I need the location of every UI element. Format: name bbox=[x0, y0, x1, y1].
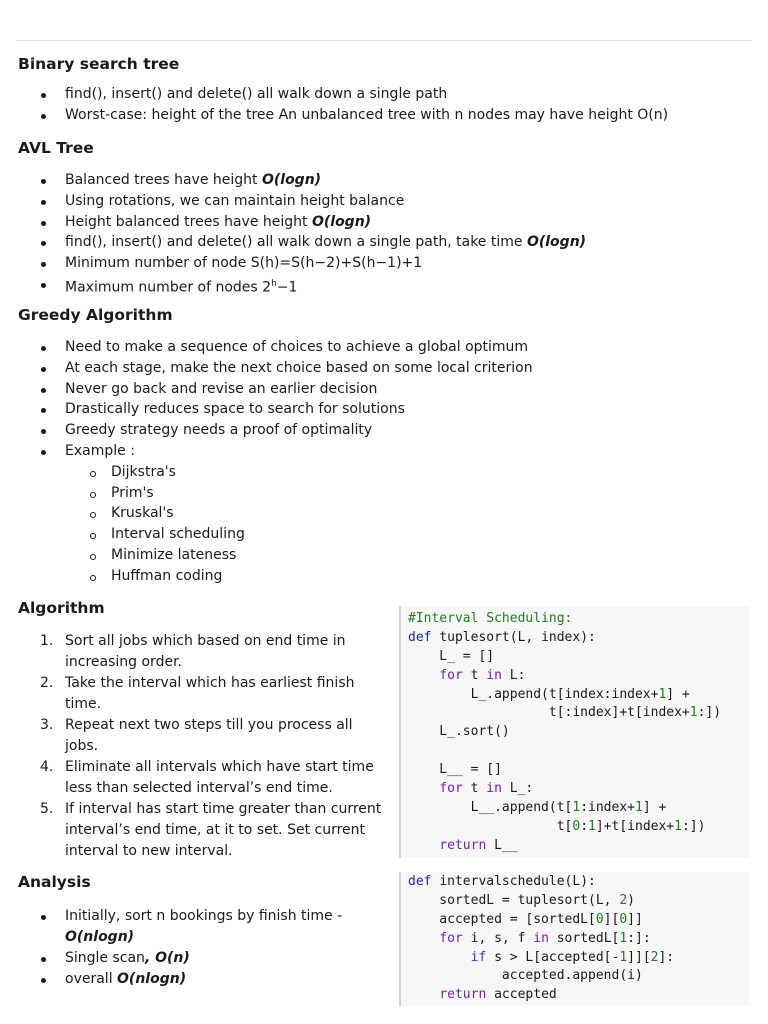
complexity: , O(n) bbox=[144, 950, 190, 966]
heading-binary-search-tree: Binary search tree bbox=[18, 55, 180, 73]
item-text: find(), insert() and delete() all walk down a single path, take time bbox=[65, 234, 527, 251]
list-item: At each stage, make the next choice based on some local criterion bbox=[0, 358, 533, 379]
greedy-list bbox=[0, 337, 533, 587]
list-item bbox=[0, 253, 586, 274]
code-line: for t in L_: bbox=[439, 781, 534, 797]
list-item bbox=[0, 906, 365, 948]
step-item: 3. Repeat next two steps till you process all jobs. bbox=[40, 717, 353, 754]
code-line: for i, s, f in sortedL[1:]: bbox=[439, 930, 651, 946]
step-text: Sort all jobs which based on end time in increasing order. bbox=[65, 633, 346, 670]
heading-analysis: Analysis bbox=[18, 873, 91, 891]
item-text: Balanced trees have height bbox=[65, 172, 262, 188]
code-line: L__.append(t[1:index+1] + bbox=[408, 799, 667, 815]
list-item bbox=[0, 441, 533, 587]
complexity: O(nlogn) bbox=[117, 970, 187, 987]
item-text: Single scan bbox=[65, 950, 145, 966]
code-line: accepted.append(i) bbox=[408, 968, 643, 984]
code-lines bbox=[408, 611, 749, 857]
list-item bbox=[0, 274, 586, 298]
step-text: Eliminate all intervals which have start time less than selected interval’s end time. bbox=[65, 759, 374, 796]
code-line: if s > L[accepted[-1]][2]: bbox=[470, 949, 675, 965]
item-text: Minimum number of node S(h)=S(h−2)+S(h−1)+1 bbox=[65, 255, 423, 272]
heading-algorithm: Algorithm bbox=[18, 599, 105, 617]
heading-greedy-algorithm: Greedy Algorithm bbox=[18, 306, 173, 324]
code-line: def tuplesort(L, index): bbox=[408, 629, 596, 645]
step-item: 5. If interval has start time greater than current interval’s end time, at it to set. Set current interval to new interval. bbox=[40, 801, 382, 859]
code-line: L__ = [] bbox=[408, 762, 502, 778]
code-line: def intervalschedule(L): bbox=[408, 874, 596, 889]
code-line: L_.sort() bbox=[408, 724, 510, 740]
example-list bbox=[65, 462, 533, 587]
item-text: Using rotations, we can maintain height balance bbox=[65, 192, 405, 209]
code-line: t[:index]+t[index+1:]) bbox=[408, 705, 722, 721]
list-item bbox=[0, 191, 586, 212]
step-item: 1. Sort all jobs which based on end time in increasing order. bbox=[40, 633, 346, 670]
heading-avl-tree: AVL Tree bbox=[18, 139, 94, 157]
complexity: O(logn) bbox=[261, 172, 322, 188]
item-tail: −1 bbox=[276, 279, 298, 296]
list-item: Drastically reduces space to search for solutions bbox=[0, 399, 533, 420]
analysis-list bbox=[0, 906, 365, 990]
code-line: L_.append(t[index:index+1] + bbox=[408, 686, 690, 702]
step-text: Repeat next two steps till you process all jobs. bbox=[65, 717, 353, 754]
list-item bbox=[0, 170, 586, 191]
code-line: for t in L: bbox=[439, 667, 526, 683]
example-item: Prim's bbox=[65, 483, 533, 504]
item-text: overall bbox=[65, 970, 118, 987]
example-item: Kruskal's bbox=[65, 503, 533, 524]
example-item: Huffman coding bbox=[65, 566, 533, 587]
code-line: L_ = [] bbox=[408, 648, 495, 664]
code-line: sortedL = tuplesort(L, 2) bbox=[408, 892, 635, 908]
step-item: 4. Eliminate all intervals which have start time less than selected interval’s end time. bbox=[40, 759, 374, 796]
list-item bbox=[0, 969, 365, 990]
code-line: accepted = [sortedL[0][0]] bbox=[408, 911, 643, 927]
item-text: Maximum number of nodes 2 bbox=[65, 279, 272, 296]
step-text: If interval has start time greater than current interval’s end time, at it to set. Set current interval to new interval. bbox=[65, 801, 382, 859]
list-item: find(), insert() and delete() all walk down a single path bbox=[0, 84, 668, 105]
example-item: Dijkstra's bbox=[65, 462, 533, 483]
superscript: h bbox=[271, 278, 277, 289]
top-divider bbox=[16, 40, 752, 41]
code-line: t[0:1]+t[index+1:]) bbox=[408, 818, 706, 834]
code-line: return L__ bbox=[439, 837, 518, 853]
list-item: Need to make a sequence of choices to achieve a global optimum bbox=[0, 337, 533, 358]
list-item bbox=[0, 948, 365, 969]
example-item: Minimize lateness bbox=[65, 545, 533, 566]
avl-list bbox=[0, 170, 586, 298]
algorithm-steps bbox=[0, 631, 385, 862]
list-item bbox=[0, 212, 586, 233]
code-line bbox=[408, 743, 749, 762]
list-item bbox=[0, 232, 586, 253]
code-lines bbox=[408, 874, 749, 1006]
step-text: Take the interval which has earliest finish time. bbox=[65, 675, 355, 712]
example-item: Interval scheduling bbox=[65, 524, 533, 545]
complexity: O(nlogn) bbox=[65, 929, 135, 945]
code-line: #Interval Scheduling: bbox=[408, 611, 573, 626]
list-item: Never go back and revise an earlier decision bbox=[0, 379, 533, 400]
bst-list bbox=[0, 84, 668, 126]
code-line: return accepted bbox=[439, 987, 557, 1003]
step-item: 2. Take the interval which has earliest finish time. bbox=[40, 675, 355, 712]
list-item: Greedy strategy needs a proof of optimality bbox=[0, 420, 533, 441]
complexity: O(logn) bbox=[311, 213, 372, 230]
complexity: O(logn) bbox=[526, 234, 587, 251]
item-text: Height balanced trees have height bbox=[65, 213, 312, 230]
item-text: Example : bbox=[65, 442, 135, 459]
list-item: Worst-case: height of the tree An unbalanced tree with n nodes may have height O(n) bbox=[0, 105, 668, 126]
code-block-tuplesort bbox=[399, 606, 749, 858]
code-block-intervalschedule bbox=[399, 872, 749, 1006]
item-text: Initially, sort n bookings by finish time - bbox=[65, 908, 343, 924]
